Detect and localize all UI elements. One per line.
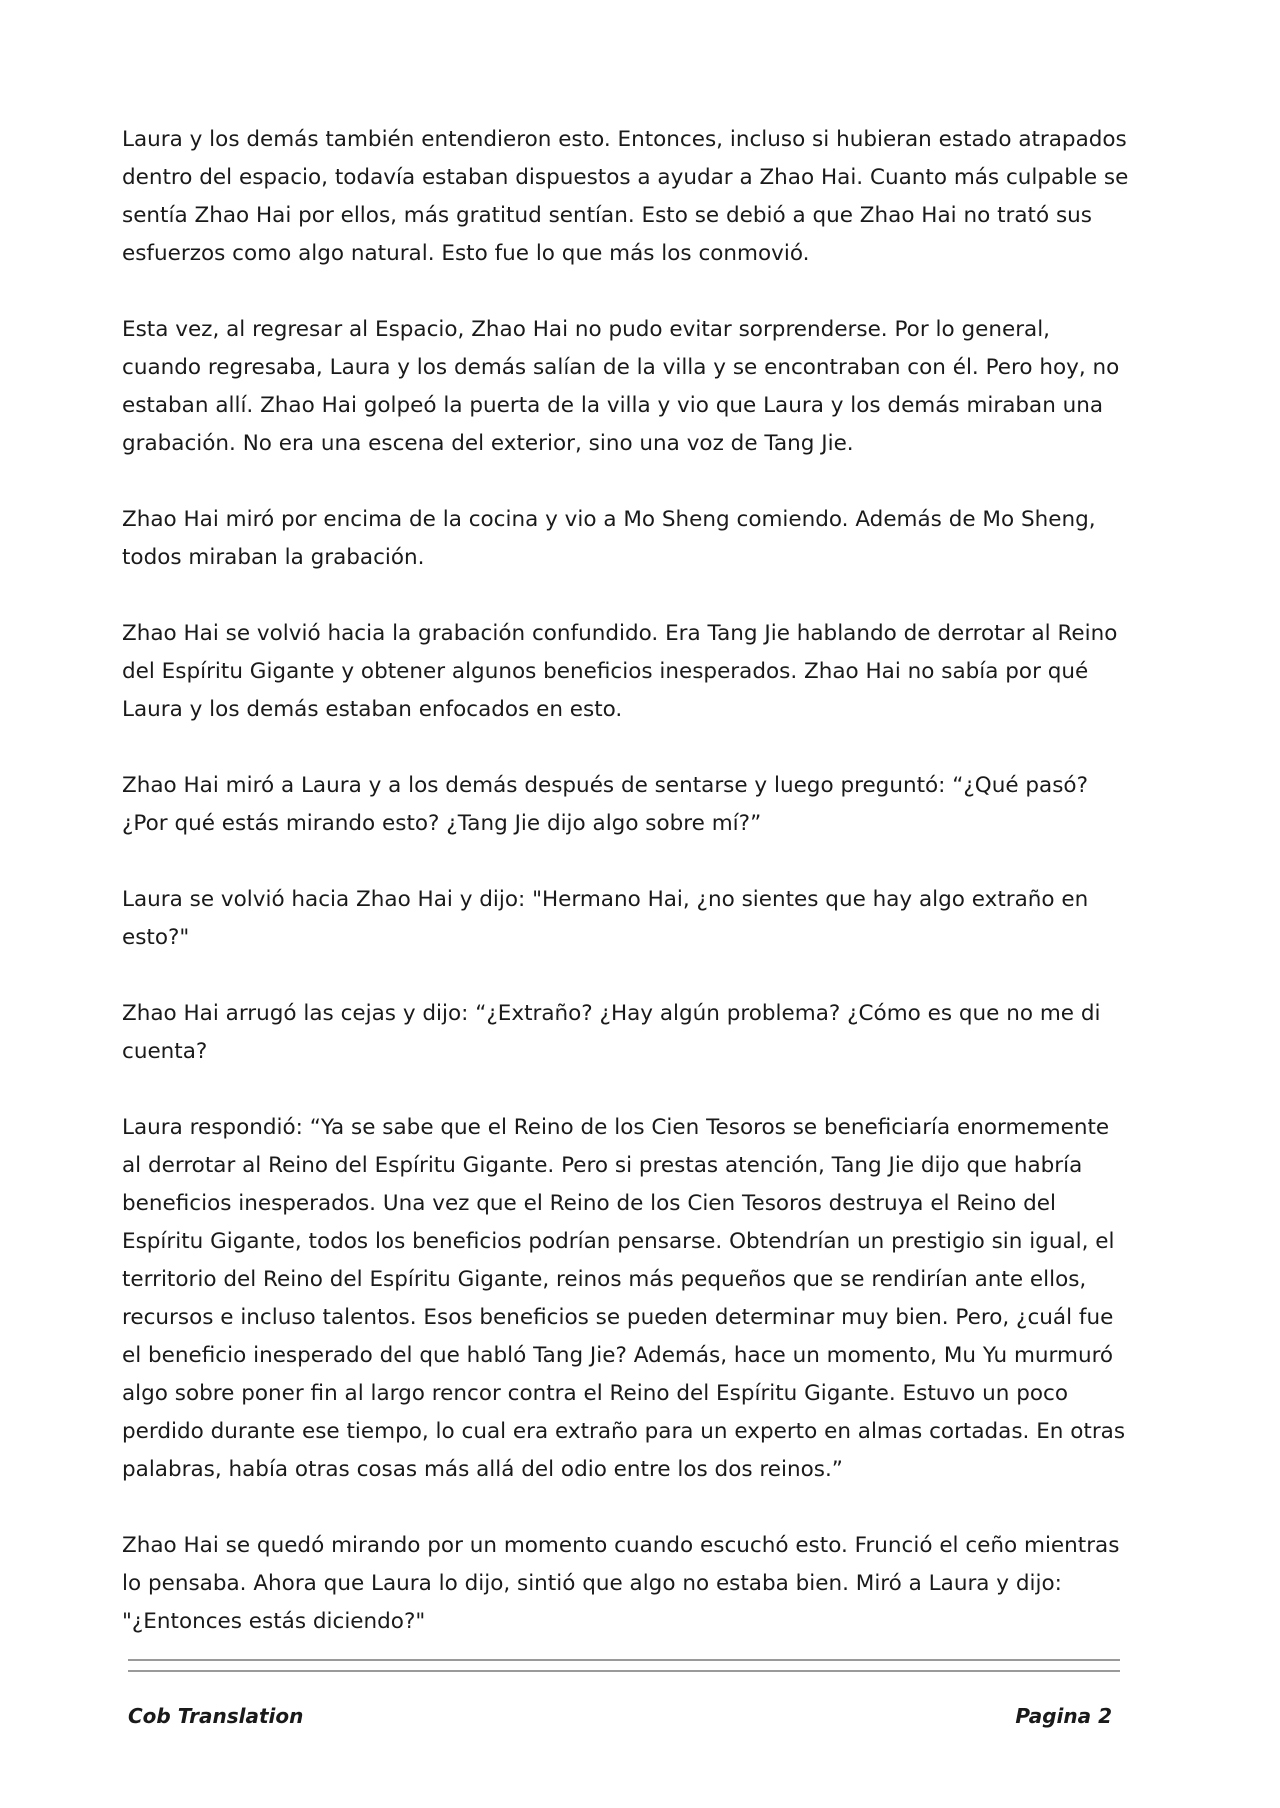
paragraph: Laura y los demás también entendieron esto. Entonces, incluso si hubieran estado atrapados dentro del espacio, todavía estaban dispuestos a ayudar a Zhao Hai. Cuanto más culpable se sentía Zhao Hai por ellos, más gratitud sentían. Esto se debió a que Zhao Hai no trató sus esfuerzos como algo natural. Esto fue lo que más los conmovió. — [122, 127, 1129, 266]
paragraph: Laura se volvió hacia Zhao Hai y dijo: "Hermano Hai, ¿no sientes que hay algo extraño en esto?" — [122, 887, 1089, 950]
paragraph: Zhao Hai se quedó mirando por un momento cuando escuchó esto. Frunció el ceño mientras lo pensaba. Ahora que Laura lo dijo, sintió que algo no estaba bien. Miró a Laura y dijo: "¿Entonces estás diciendo?" — [122, 1533, 1120, 1634]
page-body — [122, 121, 1132, 1679]
paragraph: Zhao Hai miró a Laura y a los demás después de sentarse y luego preguntó: “¿Qué pasó? ¿Por qué estás mirando esto? ¿Tang Jie dijo algo sobre mí?” — [122, 773, 1088, 836]
paragraph: Laura respondió: “Ya se sabe que el Reino de los Cien Tesoros se beneficiaría enormemente al derrotar al Reino del Espíritu Gigante. Pero si prestas atención, Tang Jie dijo que habría beneficios inesperados. Una vez que el Reino de los Cien Tesoros destruya el Reino del Espíritu Gigante, todos los beneficios podrían pensarse. Obtendrían un prestigio sin igual, el territorio del Reino del Espíritu Gigante, reinos más pequeños que se rendirían ante ellos, recursos e incluso talentos. Esos beneficios se pueden determinar muy bien. Pero, ¿cuál fue el beneficio inesperado del que habló Tang Jie? Además, hace un momento, Mu Yu murmuró algo sobre poner fin al largo rencor contra el Reino del Espíritu Gigante. Estuvo un poco perdido durante ese tiempo, lo cual era extraño para un experto en almas cortadas. En otras palabras, había otras cosas más allá del odio entre los dos reinos.” — [122, 1115, 1126, 1482]
page-number: Pagina 2 — [1015, 1704, 1112, 1728]
footer-divider — [128, 1659, 1120, 1661]
paragraph: Zhao Hai miró por encima de la cocina y vio a Mo Sheng comiendo. Además de Mo Sheng, todos miraban la grabación. — [122, 507, 1096, 570]
footer-source: Cob Translation — [128, 1704, 304, 1728]
footer-divider — [128, 1670, 1120, 1672]
paragraph: Zhao Hai arrugó las cejas y dijo: “¿Extraño? ¿Hay algún problema? ¿Cómo es que no me di cuenta? — [122, 1001, 1101, 1064]
paragraph: Zhao Hai se volvió hacia la grabación confundido. Era Tang Jie hablando de derrotar al Reino del Espíritu Gigante y obtener algunos beneficios inesperados. Zhao Hai no sabía por qué Laura y los demás estaban enfocados en esto. — [122, 621, 1118, 722]
paragraph: Esta vez, al regresar al Espacio, Zhao Hai no pudo evitar sorprenderse. Por lo general, cuando regresaba, Laura y los demás salían de la villa y se encontraban con él. Pero hoy, no estaban allí. Zhao Hai golpeó la puerta de la villa y vio que Laura y los demás miraban una grabación. No era una escena del exterior, sino una voz de Tang Jie. — [122, 317, 1120, 456]
